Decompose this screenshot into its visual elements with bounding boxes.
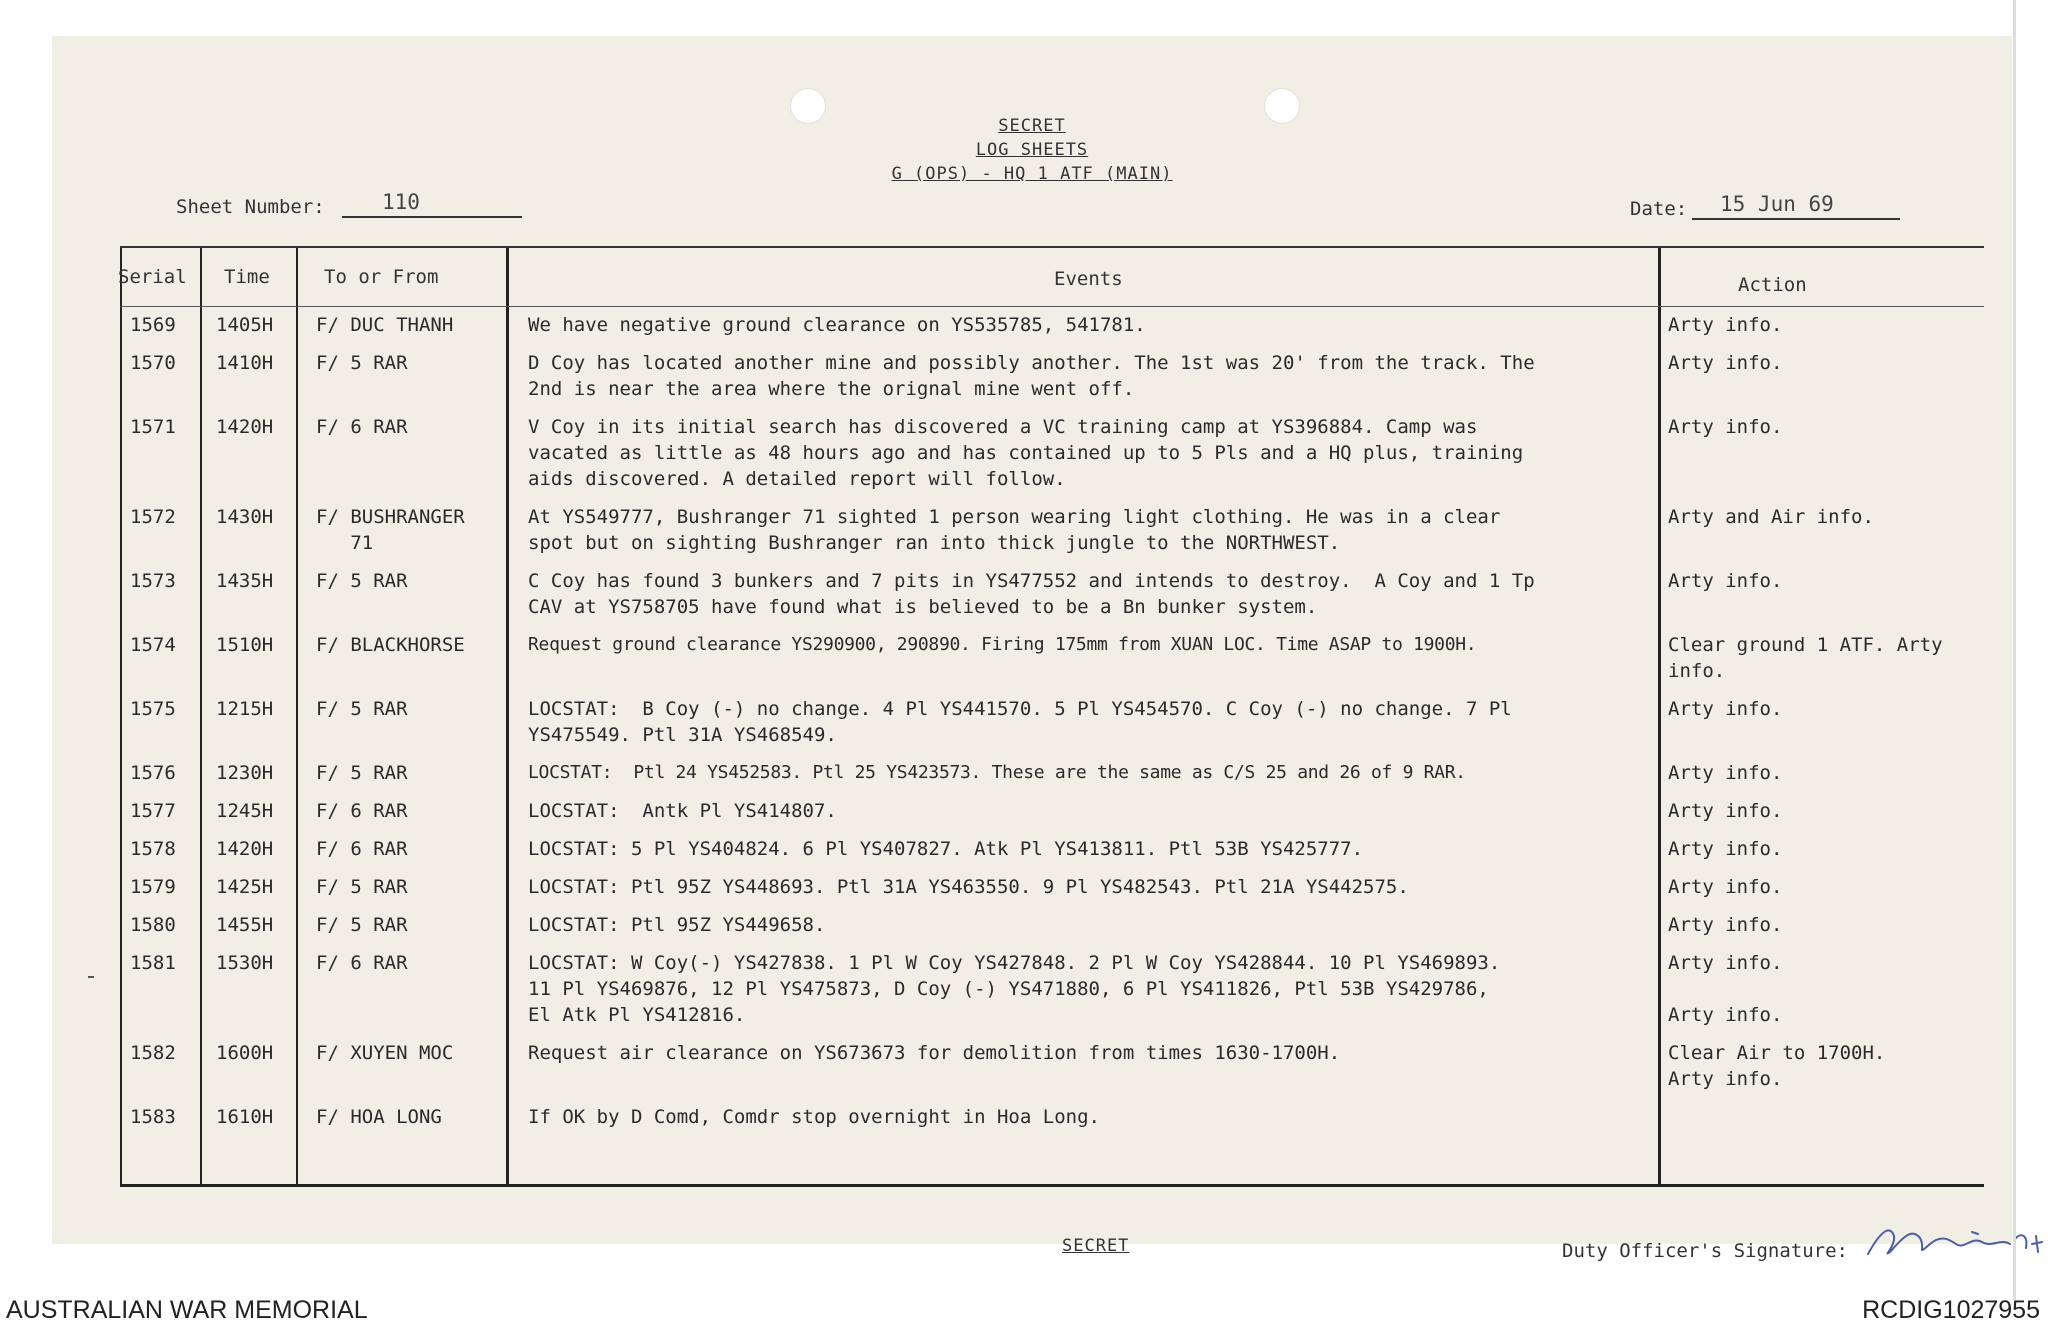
events-cell: At YS549777, Bushranger 71 sighted 1 person wearing light clothing. He was in a clear spot but on sighting Bushranger ran into thick jungle to the NORTHWEST. <box>528 506 1501 554</box>
events-cell: Request air clearance on YS673673 for demolition from times 1630-1700H. <box>528 1042 1341 1064</box>
time-cell: 1610H <box>216 1106 274 1128</box>
to-from-cell: F/ 5 RAR <box>316 698 408 720</box>
time-cell: 1405H <box>216 314 274 336</box>
action-cell: Arty info. <box>1668 570 1783 592</box>
log-table <box>120 246 1984 1187</box>
serial-cell: 1575 <box>130 698 176 720</box>
serial-cell: 1580 <box>130 914 176 936</box>
action-cell: Arty info. <box>1668 352 1783 374</box>
to-from-cell: F/ 6 RAR <box>316 952 408 974</box>
serial-cell: 1569 <box>130 314 176 336</box>
action-cell: Arty info. <box>1668 800 1783 822</box>
time-cell: 1455H <box>216 914 274 936</box>
action-cell: Arty info. <box>1668 914 1783 936</box>
time-cell: 1600H <box>216 1042 274 1064</box>
time-cell: 1420H <box>216 838 274 860</box>
time-cell: 1530H <box>216 952 274 974</box>
action-cell: Clear ground 1 ATF. Arty info. <box>1668 634 1943 682</box>
time-cell: 1425H <box>216 876 274 898</box>
margin-mark <box>88 976 94 978</box>
events-cell: LOCSTAT: Ptl 95Z YS449658. <box>528 914 826 936</box>
to-from-cell: F/ 6 RAR <box>316 800 408 822</box>
to-from-cell: F/ 6 RAR <box>316 838 408 860</box>
archive-reference: RCDIG1027955 <box>1862 1296 2040 1324</box>
events-cell: We have negative ground clearance on YS535785, 541781. <box>528 314 1146 336</box>
column-header-events: Events <box>1054 268 1123 290</box>
action-cell: Arty info. <box>1668 314 1783 336</box>
serial-cell: 1581 <box>130 952 176 974</box>
serial-cell: 1576 <box>130 762 176 784</box>
to-from-cell: F/ 5 RAR <box>316 876 408 898</box>
serial-cell: 1582 <box>130 1042 176 1064</box>
paper-edge <box>2013 0 2016 1300</box>
action-cell: Arty info. <box>1668 762 1783 784</box>
serial-cell: 1573 <box>130 570 176 592</box>
archive-caption-bar <box>0 1292 2048 1329</box>
events-cell: LOCSTAT: Ptl 24 YS452583. Ptl 25 YS423573. These are the same as C/S 25 and 26 of 9 RAR. <box>528 762 1466 783</box>
time-cell: 1230H <box>216 762 274 784</box>
duty-officer-signature <box>1860 1214 2048 1270</box>
events-cell: LOCSTAT: 5 Pl YS404824. 6 Pl YS407827. Atk Pl YS413811. Ptl 53B YS425777. <box>528 838 1364 860</box>
events-cell: D Coy has located another mine and possibly another. The 1st was 20' from the track. The 2nd is near the area where the orignal mine went off. <box>528 352 1535 400</box>
serial-cell: 1570 <box>130 352 176 374</box>
action-cell: Arty info. <box>1668 416 1783 438</box>
events-cell: LOCSTAT: Antk Pl YS414807. <box>528 800 837 822</box>
time-cell: 1215H <box>216 698 274 720</box>
action-cell: Arty info. <box>1668 876 1783 898</box>
time-cell: 1245H <box>216 800 274 822</box>
action-cell: Arty info. Arty info. <box>1668 952 1783 1026</box>
time-cell: 1430H <box>216 506 274 528</box>
date-value: 15 Jun 69 <box>1692 192 1900 220</box>
sheet-number-value: 110 <box>342 190 522 218</box>
to-from-cell: F/ 5 RAR <box>316 570 408 592</box>
action-cell: Arty and Air info. <box>1668 506 1874 528</box>
to-from-cell: F/ 5 RAR <box>316 352 408 374</box>
to-from-cell: F/ 5 RAR <box>316 762 408 784</box>
events-cell: Request ground clearance YS290900, 290890. Firing 175mm from XUAN LOC. Time ASAP to 1900H. <box>528 634 1477 655</box>
log-sheet-paper <box>52 36 2012 1262</box>
header-title: LOG SHEETS <box>975 140 1089 160</box>
events-cell: C Coy has found 3 bunkers and 7 pits in YS477552 and intends to destroy. A Coy and 1 Tp CAV at YS758705 have found what is believed to be a Bn bunker system. <box>528 570 1535 618</box>
events-cell: LOCSTAT: B Coy (-) no change. 4 Pl YS441570. 5 Pl YS454570. C Coy (-) no change. 7 Pl YS475549. Ptl 31A YS468549. <box>528 698 1512 746</box>
to-from-cell: F/ 6 RAR <box>316 416 408 438</box>
time-cell: 1420H <box>216 416 274 438</box>
to-from-cell: F/ BLACKHORSE <box>316 634 465 656</box>
to-from-cell: F/ XUYEN MOC <box>316 1042 454 1064</box>
serial-cell: 1571 <box>130 416 176 438</box>
to-from-cell: F/ BUSHRANGER 71 <box>316 506 465 554</box>
action-cell: Arty info. <box>1668 698 1783 720</box>
header-classification: SECRET <box>998 116 1066 136</box>
signature-label: Duty Officer's Signature: <box>1562 1240 1848 1262</box>
to-from-cell: F/ DUC THANH <box>316 314 454 336</box>
column-header-action: Action <box>1738 274 1807 296</box>
archive-institution: AUSTRALIAN WAR MEMORIAL <box>6 1296 368 1324</box>
serial-cell: 1574 <box>130 634 176 656</box>
events-cell: LOCSTAT: W Coy(-) YS427838. 1 Pl W Coy YS427848. 2 Pl W Coy YS428844. 10 Pl YS469893. 11 Pl YS469876, 12 Pl YS475873, D Coy (-) YS471880, 6 Pl YS411826, Ptl 53B YS429786, El Atk Pl YS412816. <box>528 952 1501 1026</box>
serial-cell: 1579 <box>130 876 176 898</box>
serial-cell: 1577 <box>130 800 176 822</box>
action-cell: Clear Air to 1700H. Arty info. <box>1668 1042 1886 1090</box>
serial-cell: 1583 <box>130 1106 176 1128</box>
time-cell: 1510H <box>216 634 274 656</box>
time-cell: 1435H <box>216 570 274 592</box>
events-cell: If OK by D Comd, Comdr stop overnight in Hoa Long. <box>528 1106 1100 1128</box>
header-unit: G (OPS) - HQ 1 ATF (MAIN) <box>891 164 1173 184</box>
sheet-number-label: Sheet Number: <box>176 196 325 218</box>
column-header-time: Time <box>224 266 270 288</box>
column-header-to-from: To or From <box>324 266 439 288</box>
time-cell: 1410H <box>216 352 274 374</box>
date-label: Date: <box>1630 198 1688 220</box>
footer-classification: SECRET <box>1062 1236 1130 1256</box>
serial-cell: 1572 <box>130 506 176 528</box>
events-cell: LOCSTAT: Ptl 95Z YS448693. Ptl 31A YS463550. 9 Pl YS482543. Ptl 21A YS442575. <box>528 876 1409 898</box>
to-from-cell: F/ 5 RAR <box>316 914 408 936</box>
events-cell: V Coy in its initial search has discovered a VC training camp at YS396884. Camp was vacated as little as 48 hours ago and has contained up to 5 Pls and a HQ plus, training aids discovered. A detailed report will follow. <box>528 416 1524 490</box>
serial-cell: 1578 <box>130 838 176 860</box>
action-cell: Arty info. <box>1668 838 1783 860</box>
to-from-cell: F/ HOA LONG <box>316 1106 442 1128</box>
column-header-serial: Serial <box>118 266 187 288</box>
